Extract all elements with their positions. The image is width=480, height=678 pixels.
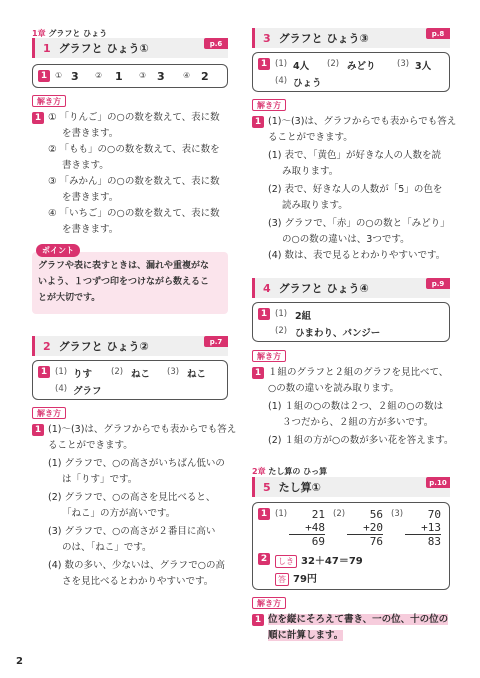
- answer-value: 2: [201, 70, 209, 83]
- page-ref-tag: p.8: [426, 28, 450, 39]
- question-number-badge: 1: [38, 366, 50, 378]
- explanation-line: は「りす」です。: [62, 474, 138, 485]
- answer-label: 答: [275, 573, 289, 586]
- sub-index: (1): [55, 367, 68, 377]
- explanation-line: (4) 数の多い、少ないは、グラフで○の高: [48, 560, 226, 571]
- calc-operand: +20: [363, 521, 383, 534]
- answer-value: りす: [73, 369, 93, 380]
- explanation-line: (1) グラフで、○の高さがいちばん低いの: [48, 458, 225, 469]
- explanation-line: ることができます。: [268, 132, 353, 143]
- answer-value: 79円: [293, 574, 317, 585]
- section-number: 4: [263, 281, 271, 295]
- explanation-line: 読み取ります。: [282, 200, 348, 211]
- page-ref-tag: p.7: [204, 336, 228, 347]
- chapter-title: たし算の ひっ算: [268, 467, 328, 476]
- answer-box-4: [252, 302, 450, 342]
- circled-index: ②: [95, 71, 103, 80]
- explanation-line: (1) 表で、「黄色」が好きな人の人数を読: [268, 150, 442, 161]
- answer-value: 3: [71, 70, 79, 83]
- section-title: たし算①: [278, 481, 321, 494]
- explanation-line: ① 「りんご」の○の数を数えて、表に数: [48, 112, 220, 123]
- explanation-line: [268, 628, 343, 644]
- calc-result: 83: [405, 534, 441, 548]
- answer-box-2: [32, 360, 228, 400]
- section-title: グラフと ひょう④: [278, 282, 369, 295]
- circled-index: ③: [139, 71, 147, 80]
- point-line: とが大切です。: [38, 293, 101, 303]
- section-number: 1: [43, 41, 51, 55]
- calc-result: 76: [347, 534, 383, 548]
- explanation-line: (3) グラフで、「赤」の○の数と「みどり」: [268, 218, 450, 229]
- answer-value: 3: [157, 70, 165, 83]
- page-number: 2: [16, 656, 23, 667]
- question-number-badge: 1: [32, 424, 44, 436]
- answer-row: [275, 570, 317, 586]
- sub-index: (1): [275, 309, 288, 319]
- page-ref-tag: p.9: [426, 278, 450, 289]
- equation: 32＋47＝79: [301, 556, 363, 567]
- section-number: 2: [43, 339, 51, 353]
- answer-value: 2組: [295, 311, 312, 322]
- explanation-line: の○の数の違いは、3つです。: [282, 234, 410, 245]
- section-3-title: [252, 28, 450, 48]
- column-addition-1: [289, 508, 325, 548]
- section-number: 5: [263, 480, 271, 494]
- calc-operand: +48: [305, 521, 325, 534]
- explanation-tag: 解き方: [252, 99, 286, 111]
- question-number-badge: 1: [252, 367, 264, 379]
- section-2-title: [32, 336, 228, 356]
- question-number-badge: 2: [258, 553, 270, 565]
- column-addition-2: [347, 508, 383, 548]
- explanation-line: を書きます。: [62, 128, 119, 139]
- sub-index: (2): [333, 509, 346, 519]
- sub-index: (2): [275, 326, 288, 336]
- calc-operand: 70: [427, 508, 441, 521]
- section-1-title: [32, 38, 228, 58]
- sub-index: (2): [111, 367, 124, 377]
- section-title: グラフと ひょう③: [278, 32, 369, 45]
- calc-result: 69: [289, 534, 325, 548]
- question-number-badge: 1: [258, 58, 270, 70]
- answer-box-3: [252, 52, 450, 92]
- answer-value: グラフ: [73, 386, 102, 397]
- explanation-line: (4) 数は、表で見るとわかりやすいです。: [268, 250, 446, 261]
- explanation-line: 書きます。: [62, 160, 109, 171]
- explanation-line: さを見比べるとわかりやすいです。: [62, 576, 214, 587]
- question-number-badge: 1: [32, 112, 44, 124]
- calc-operand: 56: [369, 508, 383, 521]
- highlighted-text: 順に計算します。: [268, 630, 344, 641]
- answer-box-5: [252, 502, 450, 590]
- page-ref-tag: p.6: [204, 38, 228, 49]
- point-line: グラフや表に表すときは、漏れや重複がな: [38, 261, 210, 271]
- answer-value: 1: [115, 70, 123, 83]
- explanation-line: のは、「ねこ」です。: [62, 542, 152, 553]
- section-4-title: [252, 278, 450, 298]
- explanation-line: 「ねこ」の方が高いです。: [62, 508, 176, 519]
- equation-label: しき: [275, 555, 297, 568]
- explanation-line: ③ 「みかん」の○の数を数えて、表に数: [48, 176, 220, 187]
- calc-operand: +13: [421, 521, 441, 534]
- explanation-line: (1)〜(3)は、グラフからでも表からでも答え: [268, 116, 457, 127]
- explanation-line: ることができます。: [48, 440, 133, 451]
- question-number-badge: 1: [252, 614, 264, 626]
- sub-index: (4): [55, 384, 68, 394]
- explanation-line: ④ 「いちご」の○の数を数えて、表に数: [48, 208, 220, 219]
- answer-value: ねこ: [131, 369, 151, 380]
- explanation-line: (1)〜(3)は、グラフからでも表からでも答え: [48, 424, 237, 435]
- section-5-title: [252, 477, 450, 497]
- explanation-line: ○の数の違いを読み取ります。: [268, 383, 400, 394]
- sub-index: (3): [397, 59, 410, 69]
- circled-index: ①: [55, 71, 63, 80]
- explanation-tag: 解き方: [252, 597, 286, 609]
- point-label: ポイント: [36, 244, 80, 257]
- chapter-title: グラフと ひょう: [48, 29, 108, 38]
- explanation-line: (2) 表で、好きな人の人数が「5」の色を: [268, 184, 443, 195]
- sub-index: (3): [167, 367, 180, 377]
- explanation-line: ３つだから、２組の方が多いです。: [282, 417, 434, 428]
- explanation-line: (3) グラフで、○の高さが２番目に高い: [48, 526, 216, 537]
- explanation-tag: 解き方: [252, 350, 286, 362]
- answer-value: ひまわり、パンジー: [295, 328, 381, 339]
- explanation-line: １組のグラフと２組のグラフを見比べて、: [268, 367, 449, 378]
- answer-value: 4人: [293, 61, 310, 72]
- answer-value: ねこ: [187, 369, 207, 380]
- sub-index: (1): [275, 509, 288, 519]
- explanation-line: を書きます。: [62, 224, 119, 235]
- explanation-line: ② 「もも」の○の数を数えて、表に数を: [48, 144, 220, 155]
- question-number-badge: 1: [258, 308, 270, 320]
- explanation-line: (2) グラフで、○の高さを見比べると、: [48, 492, 216, 503]
- explanation-line: (2) １組の方が○の数が多い花を答えます。: [268, 435, 454, 446]
- chapter-number: 2章: [252, 467, 266, 476]
- explanation-tag: 解き方: [32, 407, 66, 419]
- question-number-badge: 1: [38, 70, 50, 82]
- page-ref-tag: p.10: [426, 477, 450, 488]
- sub-index: (2): [327, 59, 340, 69]
- section-title: グラフと ひょう②: [58, 340, 149, 353]
- point-box: [32, 252, 228, 314]
- circled-index: ④: [183, 71, 191, 80]
- question-number-badge: 1: [258, 508, 270, 520]
- chapter-heading: [252, 466, 327, 477]
- point-line: いよう、１つずつ印をつけながら数えるこ: [38, 277, 210, 287]
- sub-index: (4): [275, 76, 288, 86]
- question-number-badge: 1: [252, 116, 264, 128]
- sub-index: (3): [391, 509, 404, 519]
- answer-value: ひょう: [293, 78, 322, 89]
- explanation-line: を書きます。: [62, 192, 119, 203]
- answer-value: 3人: [415, 61, 432, 72]
- explanation-line: [268, 612, 448, 628]
- calc-operand: 21: [311, 508, 325, 521]
- sub-index: (1): [275, 59, 288, 69]
- column-addition-3: [405, 508, 441, 548]
- highlighted-text: 位を縦にそろえて書き、一の位、十の位の: [268, 614, 449, 625]
- equation-row: [275, 552, 363, 568]
- explanation-line: (1) １組の○の数は２つ、２組の○の数は: [268, 401, 444, 412]
- answer-box-1: [32, 64, 228, 88]
- explanation-line: み取ります。: [282, 166, 339, 177]
- section-number: 3: [263, 31, 271, 45]
- answer-value: みどり: [347, 61, 376, 72]
- chapter-number: 1章: [32, 29, 46, 38]
- section-title: グラフと ひょう①: [58, 42, 149, 55]
- explanation-tag: 解き方: [32, 95, 66, 107]
